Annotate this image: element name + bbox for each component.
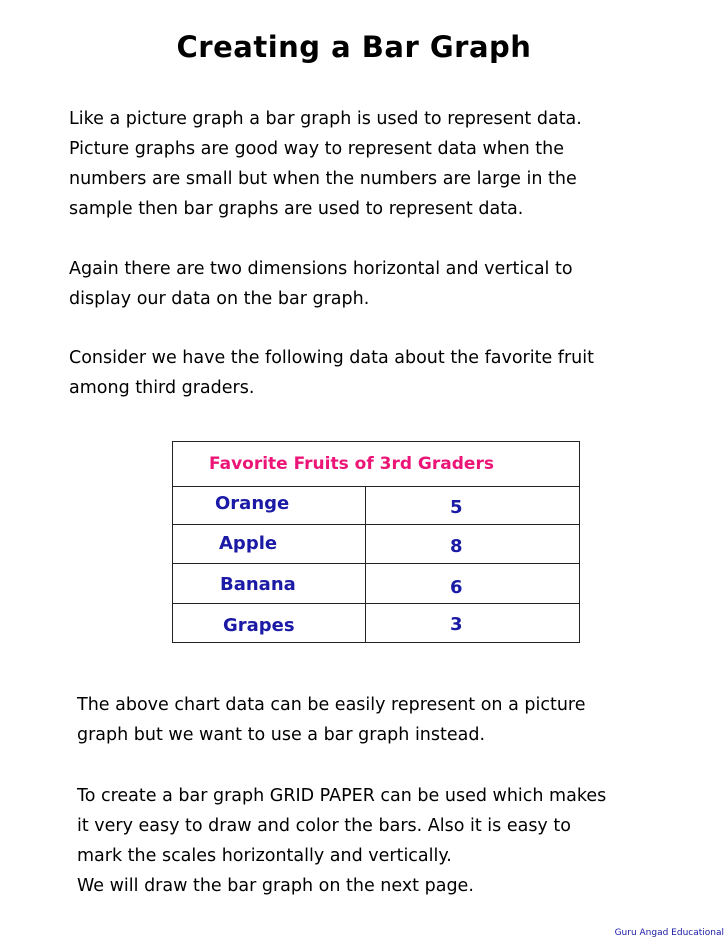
text-line: Consider we have the following data about the favorite fruit <box>69 348 594 368</box>
text-line: To create a bar graph GRID PAPER can be used which makes <box>77 786 607 806</box>
text-line: it very easy to draw and color the bars. Also it is easy to <box>77 816 571 836</box>
table-cell-count: 3 <box>450 614 463 635</box>
fruit-data-table <box>172 441 580 643</box>
text-line: numbers are small but when the numbers are large in the <box>69 169 577 189</box>
table-cell-fruit: Orange <box>215 493 290 514</box>
table-column-divider <box>365 486 366 642</box>
table-cell-count: 6 <box>450 577 463 598</box>
table-caption: Favorite Fruits of 3rd Graders <box>209 454 494 474</box>
table-cell-fruit: Banana <box>220 574 296 595</box>
table-divider <box>173 603 579 604</box>
table-cell-fruit: Apple <box>219 533 278 554</box>
text-line: Again there are two dimensions horizontal and vertical to <box>69 259 573 279</box>
data-intro-paragraph <box>69 343 594 403</box>
table-cell-fruit: Grapes <box>223 615 295 636</box>
intro-paragraph <box>69 104 582 224</box>
text-line: among third graders. <box>69 378 255 398</box>
dimensions-paragraph <box>69 254 573 314</box>
table-cell-count: 8 <box>450 536 463 557</box>
text-line: The above chart data can be easily represent on a picture <box>77 695 586 715</box>
grid-paper-paragraph <box>77 781 606 901</box>
table-divider <box>173 524 579 525</box>
text-line: We will draw the bar graph on the next page. <box>77 876 474 896</box>
table-divider <box>173 563 579 564</box>
text-line: Like a picture graph a bar graph is used to represent data. <box>69 109 582 129</box>
text-line: display our data on the bar graph. <box>69 289 370 309</box>
page-title: Creating a Bar Graph <box>176 30 532 64</box>
text-line: Picture graphs are good way to represent data when the <box>69 139 564 159</box>
table-cell-count: 5 <box>450 497 463 518</box>
summary-paragraph <box>77 690 586 750</box>
text-line: mark the scales horizontally and vertically. <box>77 846 452 866</box>
text-line: graph but we want to use a bar graph instead. <box>77 725 486 745</box>
text-line: sample then bar graphs are used to represent data. <box>69 199 524 219</box>
table-divider <box>173 486 579 487</box>
publisher-credit: Guru Angad Educational <box>614 928 724 938</box>
